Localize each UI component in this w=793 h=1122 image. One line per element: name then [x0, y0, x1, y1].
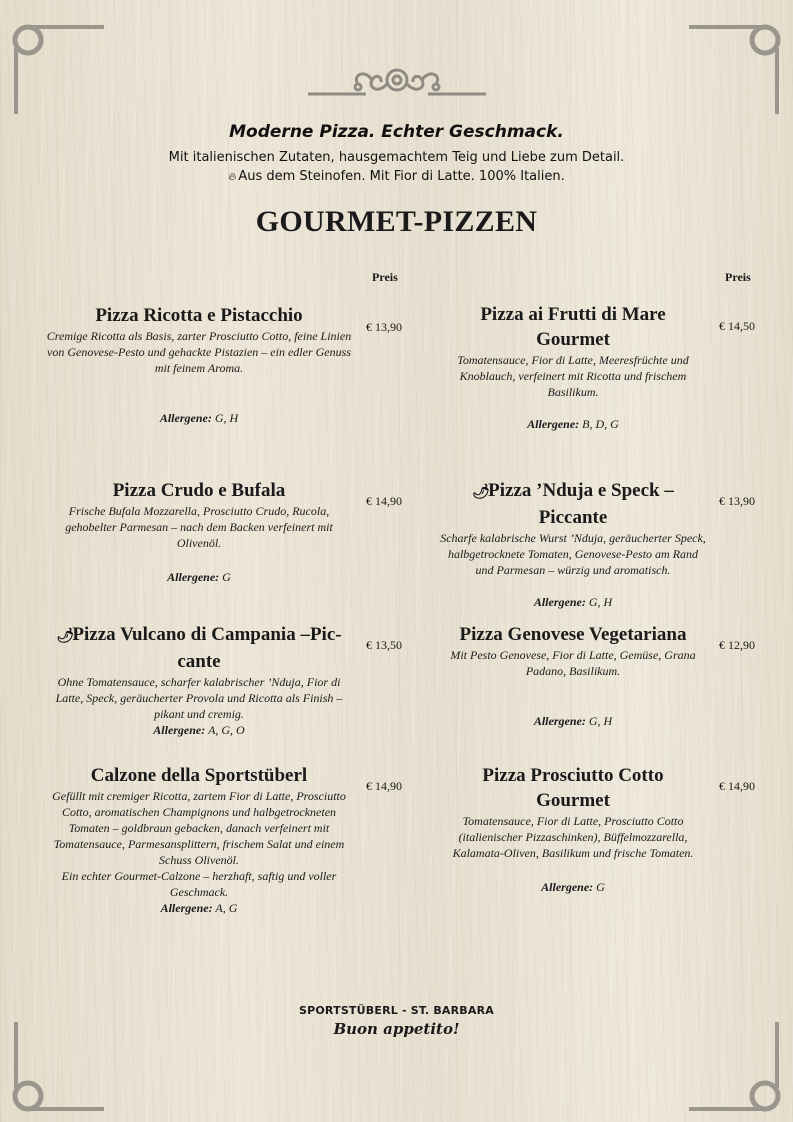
item-name: Calzone della Sportstüberl	[90, 765, 308, 786]
allergen-label: Allergene:	[527, 417, 580, 431]
item-description: Tomatensauce, Fior di Latte, Prosciutto Cotto (italienischer Pizzaschinken), Büffelmozzarella, Kalamata-Oliven, Basilikum und frische Tomaten.	[452, 814, 694, 860]
item-allergens	[44, 410, 354, 426]
menu-item	[44, 303, 354, 426]
item-price: € 13,90	[719, 494, 755, 508]
flame-icon: 🔥︎	[228, 170, 237, 183]
item-name-line2: Gourmet	[536, 329, 610, 350]
item-name: Pizza Ricotta e Pistacchio	[95, 305, 303, 326]
allergen-codes: B, D, G	[582, 417, 619, 431]
menu-item	[44, 622, 354, 738]
allergen-codes: G, H	[588, 595, 613, 609]
chili-icon: 🌶︎	[56, 629, 75, 644]
allergen-codes: G	[596, 880, 605, 894]
footer-restaurant-name: SPORTSTÜBERL - ST. BARBARA	[299, 1004, 494, 1017]
item-allergens	[440, 879, 706, 895]
item-description: Gefüllt mit cremiger Ricotta, zartem Fior di Latte, Prosciutto Cotto, aromatischen Champignons und halbgetrockneten Tomaten – goldbraun gebacken, danach verfeinert mit Tomatensauce, Parmesansplittern, frischem Salat und einem Schuss Olivenöl.	[52, 789, 346, 867]
item-allergens	[440, 416, 706, 432]
item-description: Cremige Ricotta als Basis, zarter Prosciutto Cotto, feine Linien von Genovese-Pesto und gehackte Pistazien – ein edler Genuss mit feinem Aroma.	[46, 329, 352, 375]
allergen-codes: A, G	[215, 901, 238, 915]
item-name: Pizza ai Frutti di Mare	[480, 304, 666, 325]
menu-item	[440, 763, 706, 895]
menu-item	[44, 478, 354, 585]
item-price: € 14,90	[366, 494, 402, 508]
allergen-label: Allergene:	[160, 901, 213, 915]
item-price: € 14,90	[366, 779, 402, 793]
footer-greeting: Buon appetito!	[333, 1020, 460, 1038]
item-name: 🌶︎Pizza ’Nduja e Speck –	[440, 478, 706, 505]
item-description-extra: Ein echter Gourmet-Calzone – herzhaft, saftig und voller Geschmack.	[61, 869, 337, 899]
tagline: Moderne Pizza. Echter Geschmack.	[229, 122, 564, 142]
item-name: 🌶︎Pizza Vulcano di Campania –Pic-	[44, 622, 354, 649]
item-allergens	[440, 594, 706, 610]
menu-item	[440, 622, 706, 729]
allergen-codes: G	[222, 570, 231, 584]
allergen-label: Allergene:	[159, 411, 212, 425]
item-price: € 14,90	[719, 779, 755, 793]
subline: Mit italienischen Zutaten, hausgemachtem Teig und Liebe zum Detail.	[168, 150, 625, 165]
allergen-codes: G, H	[214, 411, 239, 425]
item-name-line2: Gourmet	[536, 790, 610, 811]
item-price: € 12,90	[719, 638, 755, 652]
item-allergens	[44, 722, 354, 738]
price-header-right: Preis	[725, 270, 751, 284]
allergen-label: Allergene:	[533, 595, 586, 609]
item-name-line2: cante	[177, 651, 221, 672]
section-title: GOURMET-PIZZEN	[255, 205, 538, 238]
item-description: Ohne Tomatensauce, scharfer kalabrischer ’Nduja, Fior di Latte, Speck, geräucherter Provola und Ricotta als Finish – pikant und cremig.	[55, 675, 343, 721]
allergen-label: Allergene:	[541, 880, 594, 894]
allergen-label: Allergene:	[153, 723, 206, 737]
item-allergens	[44, 900, 354, 916]
item-description: Tomatensauce, Fior di Latte, Meeresfrüchte und Knoblauch, verfeinert mit Ricotta und frischem Basilikum.	[457, 353, 689, 399]
feature-line	[0, 169, 793, 184]
allergen-label: Allergene:	[167, 570, 220, 584]
corner-ornament-top-right-icon	[685, 18, 785, 118]
item-name: Pizza Prosciutto Cotto	[482, 765, 664, 786]
menu-item	[44, 763, 354, 916]
item-name: Pizza Crudo e Bufala	[112, 480, 286, 501]
menu-item	[440, 302, 706, 432]
price-header-left: Preis	[372, 270, 398, 284]
item-name-line2: Piccante	[538, 507, 608, 528]
item-name: Pizza Genovese Vegetariana	[459, 624, 687, 645]
item-description: Scharfe kalabrische Wurst ’Nduja, geräucherter Speck, halbgetrocknete Tomaten, Genovese-Pesto am Rand und Parmesan – würzig und aromatisch.	[440, 531, 706, 577]
allergen-codes: A, G, O	[208, 723, 245, 737]
allergen-label: Allergene:	[533, 714, 586, 728]
item-price: € 14,50	[719, 319, 755, 333]
feature-text: Aus dem Steinofen. Mit Fior di Latte. 100% Italien.	[238, 169, 565, 184]
corner-ornament-top-left-icon	[8, 18, 108, 118]
item-price: € 13,90	[366, 320, 402, 334]
item-price: € 13,50	[366, 638, 402, 652]
allergen-codes: G, H	[588, 714, 613, 728]
item-description: Frische Bufala Mozzarella, Prosciutto Crudo, Rucola, gehobelter Parmesan – nach dem Backen verfeinert mit Olivenöl.	[65, 504, 333, 550]
chili-icon: 🌶︎	[472, 485, 490, 500]
flourish-ornament-icon	[306, 60, 488, 100]
menu-item	[440, 478, 706, 610]
item-allergens	[440, 713, 706, 729]
item-description: Mit Pesto Genovese, Fior di Latte, Gemüse, Grana Padano, Basilikum.	[450, 648, 696, 678]
item-allergens	[44, 569, 354, 585]
